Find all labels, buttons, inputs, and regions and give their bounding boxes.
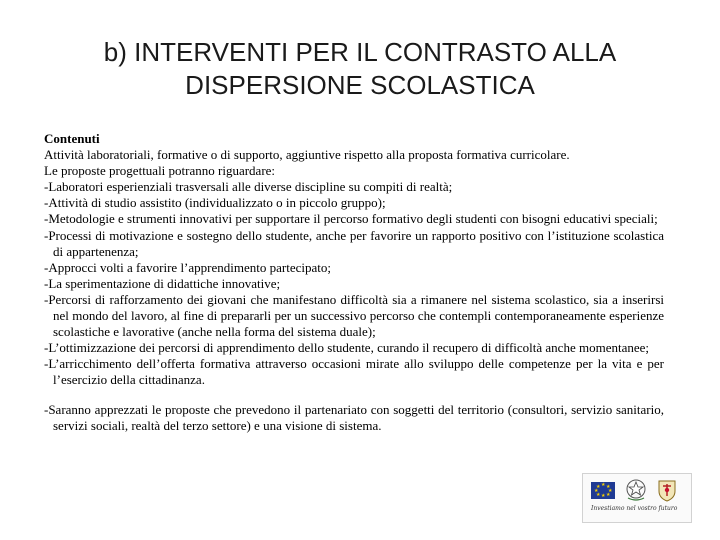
list-item: -L’ottimizzazione dei percorsi di apprendimento dello studente, curando il recupero di difficoltà anche momentanee; [44,340,650,356]
list-item: -Approcci volti a favorire l’apprendimento partecipato; [44,259,331,275]
spacer [44,389,664,402]
list-item: -L’arricchimento dell’offerta formativa attraverso occasioni mirate allo sviluppo delle competenze per la vita e per l’esercizio della cittadinanza. [44,356,664,388]
section-heading: Contenuti [44,131,100,146]
content-body [44,131,664,434]
title-line-2: DISPERSIONE SCOLASTICA [185,70,535,100]
intro-text-2: Le proposte progettuali potranno riguardare: [44,163,276,179]
intro-text: Attività laboratoriali, formative o di supporto, aggiuntive rispetto alla proposta formativa curricolare. [44,147,570,163]
list-item: -Attività di studio assistito (individualizzato o in piccolo gruppo); [44,195,386,211]
regional-crest-icon [657,478,677,502]
slide-title [40,36,680,102]
list-item: -Metodologie e strumenti innovativi per supportare il percorso formativo degli studenti con bisogni educativi speciali; [44,211,658,227]
list-item: -Laboratori esperienziali trasversali alle diverse discipline su compiti di realtà; [44,179,453,195]
list-item: -Percorsi di rafforzamento dei giovani che manifestano difficoltà sia a rimanere nel sistema scolastico, sia a inserirsi nel mondo del lavoro, al fine di prepararli per un successivo percorso che contempli contemporaneamente esperienze scolastiche e lavorative (anche nella forma del sistema duale); [44,291,664,340]
closing-note: -Saranno apprezzati le proposte che prevedono il partenariato con soggetti del territorio (consultori, servizio sanitario, servizi sociali, realtà del terzo settore) e una visione di sistema. [44,401,664,433]
list-item: -La sperimentazione di didattiche innovative; [44,275,281,291]
title-line-1: b) INTERVENTI PER IL CONTRASTO ALLA [103,37,617,67]
eu-flag-icon: ★ ★ ★ ★ ★ ★ ★ ★ [591,482,615,499]
funding-logos [582,473,692,523]
funding-slogan: Investiamo nel vostro futuro [591,505,678,512]
italian-republic-emblem-icon [625,478,647,502]
list-item: -Processi di motivazione e sostegno dello studente, anche per favorire un rapporto positivo con l’istituzione scolastica di appartenenza; [44,227,664,259]
